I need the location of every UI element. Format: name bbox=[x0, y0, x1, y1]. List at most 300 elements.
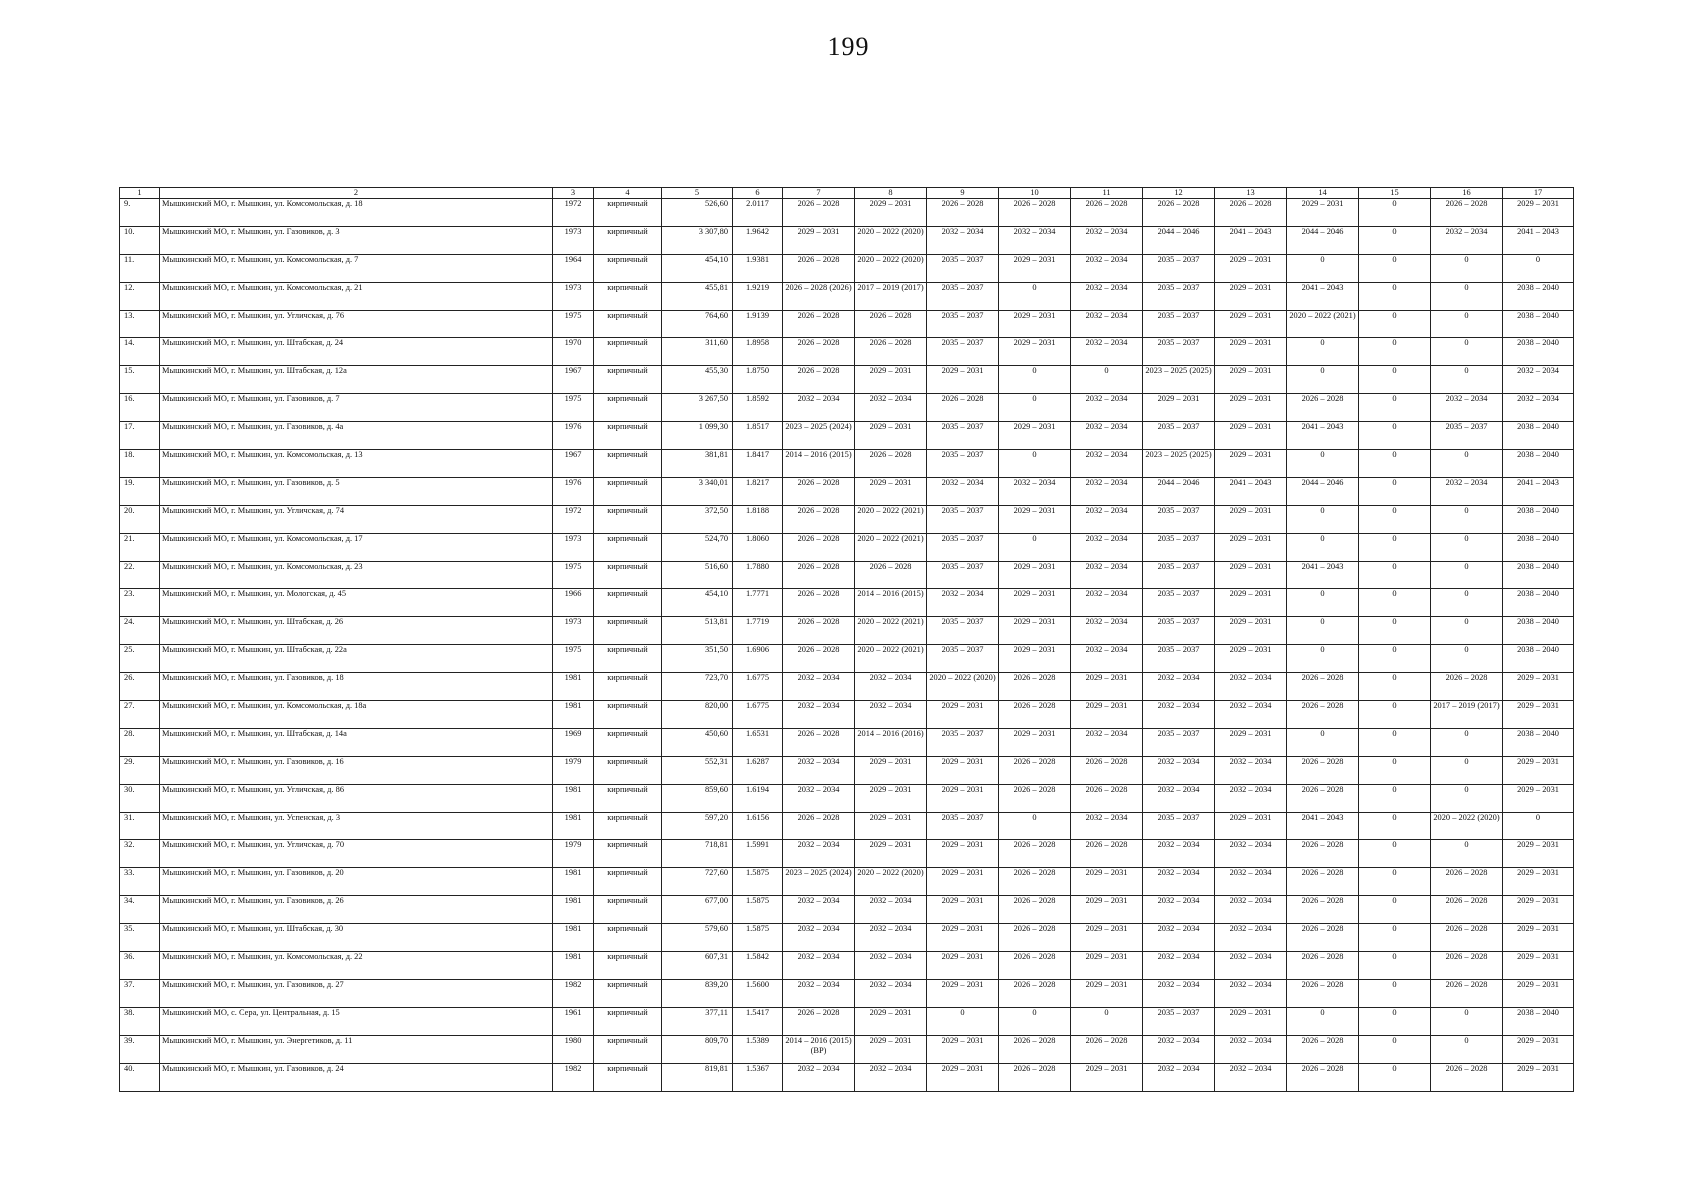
table-cell-col-8: 2032 – 2034 bbox=[855, 701, 927, 729]
table-cell-col-3: 1975 bbox=[553, 394, 594, 422]
table-cell-col-15: 0 bbox=[1359, 422, 1431, 450]
table-cell-col-13: 2026 – 2028 bbox=[1215, 199, 1287, 227]
table-cell-col-17: 2041 – 2043 bbox=[1503, 477, 1574, 505]
table-cell-col-10: 2026 – 2028 bbox=[999, 840, 1071, 868]
table-cell-col-3: 1981 bbox=[553, 673, 594, 701]
table-cell-col-11: 2032 – 2034 bbox=[1071, 589, 1143, 617]
table-cell-col-5: 839,20 bbox=[662, 979, 733, 1007]
table-cell-col-6: 1.6775 bbox=[733, 673, 783, 701]
table-cell-col-6: 1.5875 bbox=[733, 868, 783, 896]
table-cell-col-8: 2029 – 2031 bbox=[855, 1035, 927, 1063]
table-cell-col-6: 1.8188 bbox=[733, 505, 783, 533]
table-cell-col-10: 2026 – 2028 bbox=[999, 199, 1071, 227]
table-cell-col-6: 1.5417 bbox=[733, 1007, 783, 1035]
table-cell-col-8: 2032 – 2034 bbox=[855, 673, 927, 701]
table-cell-col-15: 0 bbox=[1359, 1035, 1431, 1063]
table-cell-col-13: 2029 – 2031 bbox=[1215, 310, 1287, 338]
table-cell-col-12: 2032 – 2034 bbox=[1143, 840, 1215, 868]
table-cell-col-1: 23. bbox=[120, 589, 160, 617]
table-cell-col-13: 2032 – 2034 bbox=[1215, 784, 1287, 812]
table-cell-col-4: кирпичный bbox=[594, 868, 662, 896]
table-cell-col-16: 2035 – 2037 bbox=[1431, 422, 1503, 450]
table-cell-col-11: 2029 – 2031 bbox=[1071, 979, 1143, 1007]
table-cell-col-4: кирпичный bbox=[594, 589, 662, 617]
table-cell-col-6: 2.0117 bbox=[733, 199, 783, 227]
column-header-7: 7 bbox=[783, 188, 855, 199]
table-cell-col-7: 2026 – 2028 bbox=[783, 338, 855, 366]
table-cell-col-7: 2014 – 2016 (2015) bbox=[783, 450, 855, 478]
table-cell-col-15: 0 bbox=[1359, 282, 1431, 310]
table-cell-col-5: 454,10 bbox=[662, 589, 733, 617]
table-cell-col-17: 2029 – 2031 bbox=[1503, 924, 1574, 952]
address-cell: Мышкинский МО, г. Мышкин, ул. Угличская, д. 74 bbox=[160, 505, 553, 533]
table-cell-col-16: 2026 – 2028 bbox=[1431, 924, 1503, 952]
table-cell-col-4: кирпичный bbox=[594, 254, 662, 282]
address-cell: Мышкинский МО, г. Мышкин, ул. Газовиков, д. 27 bbox=[160, 979, 553, 1007]
table-cell-col-4: кирпичный bbox=[594, 1063, 662, 1091]
table-cell-col-7: 2032 – 2034 bbox=[783, 896, 855, 924]
table-cell-col-12: 2032 – 2034 bbox=[1143, 701, 1215, 729]
table-cell-col-7: 2023 – 2025 (2024) bbox=[783, 868, 855, 896]
table-cell-col-7: 2026 – 2028 bbox=[783, 477, 855, 505]
table-cell-col-12: 2035 – 2037 bbox=[1143, 533, 1215, 561]
table-cell-col-5: 526,60 bbox=[662, 199, 733, 227]
table-cell-col-7: 2026 – 2028 bbox=[783, 366, 855, 394]
table-cell-col-14: 2026 – 2028 bbox=[1287, 952, 1359, 980]
table-cell-col-5: 723,70 bbox=[662, 673, 733, 701]
table-cell-col-6: 1.5367 bbox=[733, 1063, 783, 1091]
table-cell-col-5: 351,50 bbox=[662, 645, 733, 673]
table-cell-col-11: 0 bbox=[1071, 1007, 1143, 1035]
table-cell-col-14: 2041 – 2043 bbox=[1287, 812, 1359, 840]
table-cell-col-14: 2041 – 2043 bbox=[1287, 422, 1359, 450]
table-cell-col-14: 2044 – 2046 bbox=[1287, 477, 1359, 505]
table-cell-col-13: 2029 – 2031 bbox=[1215, 533, 1287, 561]
table-cell-col-1: 37. bbox=[120, 979, 160, 1007]
address-cell: Мышкинский МО, г. Мышкин, ул. Комсомольская, д. 21 bbox=[160, 282, 553, 310]
table-cell-col-12: 2035 – 2037 bbox=[1143, 728, 1215, 756]
table-cell-col-6: 1.6194 bbox=[733, 784, 783, 812]
table-cell-col-3: 1981 bbox=[553, 868, 594, 896]
table-cell-col-1: 15. bbox=[120, 366, 160, 394]
table-cell-col-4: кирпичный bbox=[594, 226, 662, 254]
table-cell-col-9: 0 bbox=[927, 1007, 999, 1035]
table-cell-col-9: 2029 – 2031 bbox=[927, 701, 999, 729]
table-cell-col-5: 1 099,30 bbox=[662, 422, 733, 450]
table-row bbox=[120, 450, 1574, 478]
table-cell-col-9: 2035 – 2037 bbox=[927, 422, 999, 450]
table-row bbox=[120, 1007, 1574, 1035]
table-cell-col-13: 2032 – 2034 bbox=[1215, 840, 1287, 868]
table-cell-col-9: 2026 – 2028 bbox=[927, 394, 999, 422]
table-cell-col-13: 2029 – 2031 bbox=[1215, 450, 1287, 478]
table-cell-col-5: 859,60 bbox=[662, 784, 733, 812]
address-cell: Мышкинский МО, г. Мышкин, ул. Газовиков, д. 26 bbox=[160, 896, 553, 924]
table-cell-col-9: 2029 – 2031 bbox=[927, 1035, 999, 1063]
table-cell-col-4: кирпичный bbox=[594, 1007, 662, 1035]
table-cell-col-13: 2029 – 2031 bbox=[1215, 366, 1287, 394]
table-cell-col-11: 2032 – 2034 bbox=[1071, 505, 1143, 533]
table-cell-col-16: 2026 – 2028 bbox=[1431, 896, 1503, 924]
table-cell-col-11: 2032 – 2034 bbox=[1071, 226, 1143, 254]
table-cell-col-17: 2038 – 2040 bbox=[1503, 645, 1574, 673]
address-cell: Мышкинский МО, г. Мышкин, ул. Комсомольская, д. 18а bbox=[160, 701, 553, 729]
page-number: 199 bbox=[827, 32, 870, 61]
table-cell-col-9: 2035 – 2037 bbox=[927, 254, 999, 282]
table-cell-col-1: 24. bbox=[120, 617, 160, 645]
table-cell-col-17: 2029 – 2031 bbox=[1503, 868, 1574, 896]
table-cell-col-7: 2029 – 2031 bbox=[783, 226, 855, 254]
table-cell-col-4: кирпичный bbox=[594, 366, 662, 394]
table-cell-col-16: 2026 – 2028 bbox=[1431, 199, 1503, 227]
table-cell-col-10: 2029 – 2031 bbox=[999, 505, 1071, 533]
table-row bbox=[120, 589, 1574, 617]
table-cell-col-8: 2029 – 2031 bbox=[855, 756, 927, 784]
table-cell-col-17: 2029 – 2031 bbox=[1503, 784, 1574, 812]
table-cell-col-4: кирпичный bbox=[594, 477, 662, 505]
table-cell-col-14: 2041 – 2043 bbox=[1287, 561, 1359, 589]
table-cell-col-15: 0 bbox=[1359, 1007, 1431, 1035]
table-row bbox=[120, 617, 1574, 645]
table-cell-col-5: 524,70 bbox=[662, 533, 733, 561]
table-cell-col-11: 2032 – 2034 bbox=[1071, 394, 1143, 422]
table-cell-col-14: 2041 – 2043 bbox=[1287, 282, 1359, 310]
table-cell-col-10: 2026 – 2028 bbox=[999, 756, 1071, 784]
table-cell-col-4: кирпичный bbox=[594, 394, 662, 422]
table-cell-col-16: 0 bbox=[1431, 617, 1503, 645]
table-cell-col-15: 0 bbox=[1359, 868, 1431, 896]
table-cell-col-5: 552,31 bbox=[662, 756, 733, 784]
table-cell-col-6: 1.6775 bbox=[733, 701, 783, 729]
table-cell-col-7: 2026 – 2028 bbox=[783, 589, 855, 617]
table-cell-col-8: 2020 – 2022 (2021) bbox=[855, 505, 927, 533]
table-cell-col-5: 516,60 bbox=[662, 561, 733, 589]
table-cell-col-3: 1964 bbox=[553, 254, 594, 282]
table-cell-col-10: 2026 – 2028 bbox=[999, 952, 1071, 980]
table-cell-col-5: 607,31 bbox=[662, 952, 733, 980]
table-cell-col-4: кирпичный bbox=[594, 979, 662, 1007]
table-cell-col-7: 2032 – 2034 bbox=[783, 701, 855, 729]
table-cell-col-9: 2029 – 2031 bbox=[927, 979, 999, 1007]
table-row bbox=[120, 812, 1574, 840]
table-cell-col-12: 2029 – 2031 bbox=[1143, 394, 1215, 422]
table-cell-col-13: 2029 – 2031 bbox=[1215, 728, 1287, 756]
table-cell-col-15: 0 bbox=[1359, 924, 1431, 952]
table-cell-col-3: 1981 bbox=[553, 784, 594, 812]
table-row bbox=[120, 1035, 1574, 1063]
table-cell-col-15: 0 bbox=[1359, 673, 1431, 701]
table-cell-col-8: 2020 – 2022 (2020) bbox=[855, 868, 927, 896]
table-cell-col-3: 1973 bbox=[553, 533, 594, 561]
table-cell-col-17: 2038 – 2040 bbox=[1503, 617, 1574, 645]
table-cell-col-12: 2035 – 2037 bbox=[1143, 1007, 1215, 1035]
table-cell-col-5: 579,60 bbox=[662, 924, 733, 952]
table-cell-col-1: 26. bbox=[120, 673, 160, 701]
table-cell-col-10: 2026 – 2028 bbox=[999, 1063, 1071, 1091]
table-cell-col-9: 2029 – 2031 bbox=[927, 896, 999, 924]
table-cell-col-10: 2026 – 2028 bbox=[999, 924, 1071, 952]
address-cell: Мышкинский МО, г. Мышкин, ул. Угличская, д. 76 bbox=[160, 310, 553, 338]
table-cell-col-15: 0 bbox=[1359, 952, 1431, 980]
table-row bbox=[120, 756, 1574, 784]
address-cell: Мышкинский МО, г. Мышкин, ул. Комсомольская, д. 17 bbox=[160, 533, 553, 561]
table-cell-col-10: 0 bbox=[999, 450, 1071, 478]
table-cell-col-8: 2029 – 2031 bbox=[855, 422, 927, 450]
table-cell-col-4: кирпичный bbox=[594, 505, 662, 533]
table-cell-col-17: 2038 – 2040 bbox=[1503, 310, 1574, 338]
table-cell-col-13: 2032 – 2034 bbox=[1215, 952, 1287, 980]
table-cell-col-14: 2026 – 2028 bbox=[1287, 840, 1359, 868]
table-cell-col-6: 1.6287 bbox=[733, 756, 783, 784]
table-cell-col-15: 0 bbox=[1359, 645, 1431, 673]
table-cell-col-12: 2044 – 2046 bbox=[1143, 477, 1215, 505]
table-cell-col-12: 2035 – 2037 bbox=[1143, 617, 1215, 645]
address-cell: Мышкинский МО, г. Мышкин, ул. Газовиков, д. 20 bbox=[160, 868, 553, 896]
table-cell-col-1: 29. bbox=[120, 756, 160, 784]
table-cell-col-5: 3 340,01 bbox=[662, 477, 733, 505]
table-cell-col-13: 2032 – 2034 bbox=[1215, 701, 1287, 729]
table-cell-col-16: 0 bbox=[1431, 533, 1503, 561]
table-cell-col-8: 2029 – 2031 bbox=[855, 366, 927, 394]
table-container bbox=[119, 187, 1574, 1092]
table-cell-col-10: 0 bbox=[999, 533, 1071, 561]
table-cell-col-13: 2032 – 2034 bbox=[1215, 673, 1287, 701]
table-cell-col-7: 2023 – 2025 (2024) bbox=[783, 422, 855, 450]
table-cell-col-11: 2026 – 2028 bbox=[1071, 1035, 1143, 1063]
table-cell-col-14: 0 bbox=[1287, 1007, 1359, 1035]
address-cell: Мышкинский МО, г. Мышкин, ул. Мологская, д. 45 bbox=[160, 589, 553, 617]
table-cell-col-12: 2032 – 2034 bbox=[1143, 979, 1215, 1007]
table-row bbox=[120, 282, 1574, 310]
table-cell-col-17: 2029 – 2031 bbox=[1503, 952, 1574, 980]
table-cell-col-5: 513,81 bbox=[662, 617, 733, 645]
address-cell: Мышкинский МО, г. Мышкин, ул. Газовиков, д. 4а bbox=[160, 422, 553, 450]
table-cell-col-6: 1.6531 bbox=[733, 728, 783, 756]
table-cell-col-16: 0 bbox=[1431, 728, 1503, 756]
table-cell-col-4: кирпичный bbox=[594, 756, 662, 784]
table-cell-col-16: 0 bbox=[1431, 756, 1503, 784]
table-cell-col-11: 2029 – 2031 bbox=[1071, 924, 1143, 952]
table-cell-col-11: 2032 – 2034 bbox=[1071, 533, 1143, 561]
table-cell-col-8: 2032 – 2034 bbox=[855, 952, 927, 980]
table-cell-col-17: 2041 – 2043 bbox=[1503, 226, 1574, 254]
table-cell-col-14: 0 bbox=[1287, 450, 1359, 478]
table-cell-col-14: 2026 – 2028 bbox=[1287, 673, 1359, 701]
table-cell-col-7: 2026 – 2028 (2026) bbox=[783, 282, 855, 310]
table-cell-col-9: 2032 – 2034 bbox=[927, 226, 999, 254]
address-cell: Мышкинский МО, с. Сера, ул. Центральная, д. 15 bbox=[160, 1007, 553, 1035]
address-cell: Мышкинский МО, г. Мышкин, ул. Штабская, д. 14а bbox=[160, 728, 553, 756]
table-cell-col-3: 1973 bbox=[553, 617, 594, 645]
table-cell-col-10: 2026 – 2028 bbox=[999, 896, 1071, 924]
table-cell-col-12: 2035 – 2037 bbox=[1143, 310, 1215, 338]
table-cell-col-13: 2029 – 2031 bbox=[1215, 617, 1287, 645]
table-cell-col-13: 2041 – 2043 bbox=[1215, 477, 1287, 505]
table-cell-col-14: 2044 – 2046 bbox=[1287, 226, 1359, 254]
table-cell-col-9: 2035 – 2037 bbox=[927, 338, 999, 366]
table-cell-col-5: 381,81 bbox=[662, 450, 733, 478]
table-cell-col-1: 16. bbox=[120, 394, 160, 422]
table-cell-col-16: 0 bbox=[1431, 840, 1503, 868]
table-cell-col-17: 2029 – 2031 bbox=[1503, 979, 1574, 1007]
table-cell-col-1: 21. bbox=[120, 533, 160, 561]
table-cell-col-16: 0 bbox=[1431, 450, 1503, 478]
table-cell-col-4: кирпичный bbox=[594, 450, 662, 478]
table-cell-col-17: 2038 – 2040 bbox=[1503, 505, 1574, 533]
table-cell-col-17: 2038 – 2040 bbox=[1503, 728, 1574, 756]
table-cell-col-10: 2026 – 2028 bbox=[999, 673, 1071, 701]
table-cell-col-8: 2026 – 2028 bbox=[855, 338, 927, 366]
address-cell: Мышкинский МО, г. Мышкин, ул. Угличская, д. 86 bbox=[160, 784, 553, 812]
table-cell-col-3: 1967 bbox=[553, 366, 594, 394]
table-cell-col-7: 2026 – 2028 bbox=[783, 254, 855, 282]
table-cell-col-12: 2035 – 2037 bbox=[1143, 505, 1215, 533]
table-cell-col-14: 2029 – 2031 bbox=[1287, 199, 1359, 227]
table-cell-col-10: 2029 – 2031 bbox=[999, 422, 1071, 450]
table-cell-col-12: 2023 – 2025 (2025) bbox=[1143, 450, 1215, 478]
table-cell-col-14: 0 bbox=[1287, 589, 1359, 617]
table-cell-col-13: 2032 – 2034 bbox=[1215, 924, 1287, 952]
table-cell-col-11: 2029 – 2031 bbox=[1071, 701, 1143, 729]
table-cell-col-17: 2032 – 2034 bbox=[1503, 394, 1574, 422]
table-cell-col-13: 2032 – 2034 bbox=[1215, 756, 1287, 784]
table-cell-col-6: 1.5600 bbox=[733, 979, 783, 1007]
table-cell-col-13: 2029 – 2031 bbox=[1215, 561, 1287, 589]
table-cell-col-12: 2032 – 2034 bbox=[1143, 784, 1215, 812]
table-cell-col-1: 27. bbox=[120, 701, 160, 729]
address-cell: Мышкинский МО, г. Мышкин, ул. Газовиков, д. 16 bbox=[160, 756, 553, 784]
table-cell-col-15: 0 bbox=[1359, 784, 1431, 812]
table-cell-col-1: 22. bbox=[120, 561, 160, 589]
table-cell-col-13: 2029 – 2031 bbox=[1215, 589, 1287, 617]
table-cell-col-4: кирпичный bbox=[594, 812, 662, 840]
table-cell-col-11: 2032 – 2034 bbox=[1071, 812, 1143, 840]
table-cell-col-1: 34. bbox=[120, 896, 160, 924]
table-cell-col-15: 0 bbox=[1359, 728, 1431, 756]
column-header-9: 9 bbox=[927, 188, 999, 199]
column-header-3: 3 bbox=[553, 188, 594, 199]
table-cell-col-10: 2026 – 2028 bbox=[999, 868, 1071, 896]
table-cell-col-6: 1.7719 bbox=[733, 617, 783, 645]
table-cell-col-12: 2035 – 2037 bbox=[1143, 812, 1215, 840]
table-cell-col-16: 0 bbox=[1431, 338, 1503, 366]
table-cell-col-1: 31. bbox=[120, 812, 160, 840]
table-cell-col-1: 17. bbox=[120, 422, 160, 450]
table-cell-col-15: 0 bbox=[1359, 979, 1431, 1007]
table-row bbox=[120, 561, 1574, 589]
table-cell-col-9: 2035 – 2037 bbox=[927, 282, 999, 310]
table-cell-col-4: кирпичный bbox=[594, 701, 662, 729]
column-header-11: 11 bbox=[1071, 188, 1143, 199]
table-cell-col-8: 2032 – 2034 bbox=[855, 924, 927, 952]
table-cell-col-15: 0 bbox=[1359, 310, 1431, 338]
address-cell: Мышкинский МО, г. Мышкин, ул. Газовиков, д. 18 bbox=[160, 673, 553, 701]
table-cell-col-5: 311,60 bbox=[662, 338, 733, 366]
table-cell-col-3: 1975 bbox=[553, 310, 594, 338]
table-cell-col-10: 2026 – 2028 bbox=[999, 701, 1071, 729]
table-cell-col-4: кирпичный bbox=[594, 728, 662, 756]
table-cell-col-9: 2035 – 2037 bbox=[927, 450, 999, 478]
table-cell-col-8: 2032 – 2034 bbox=[855, 979, 927, 1007]
table-cell-col-10: 2029 – 2031 bbox=[999, 561, 1071, 589]
table-cell-col-9: 2035 – 2037 bbox=[927, 561, 999, 589]
table-cell-col-13: 2029 – 2031 bbox=[1215, 282, 1287, 310]
table-cell-col-13: 2032 – 2034 bbox=[1215, 868, 1287, 896]
address-cell: Мышкинский МО, г. Мышкин, ул. Комсомольская, д. 23 bbox=[160, 561, 553, 589]
table-cell-col-5: 727,60 bbox=[662, 868, 733, 896]
table-cell-col-15: 0 bbox=[1359, 812, 1431, 840]
table-cell-col-4: кирпичный bbox=[594, 533, 662, 561]
table-cell-col-8: 2029 – 2031 bbox=[855, 784, 927, 812]
table-cell-col-6: 1.8750 bbox=[733, 366, 783, 394]
table-cell-col-13: 2029 – 2031 bbox=[1215, 338, 1287, 366]
table-cell-col-15: 0 bbox=[1359, 756, 1431, 784]
table-cell-col-3: 1975 bbox=[553, 645, 594, 673]
table-row bbox=[120, 477, 1574, 505]
table-cell-col-7: 2032 – 2034 bbox=[783, 840, 855, 868]
table-cell-col-7: 2026 – 2028 bbox=[783, 728, 855, 756]
column-header-2: 2 bbox=[160, 188, 553, 199]
table-cell-col-12: 2035 – 2037 bbox=[1143, 645, 1215, 673]
table-row bbox=[120, 673, 1574, 701]
table-cell-col-10: 0 bbox=[999, 282, 1071, 310]
table-cell-col-17: 0 bbox=[1503, 812, 1574, 840]
table-cell-col-4: кирпичный bbox=[594, 645, 662, 673]
table-cell-col-14: 2026 – 2028 bbox=[1287, 701, 1359, 729]
table-cell-col-5: 455,30 bbox=[662, 366, 733, 394]
table-cell-col-1: 30. bbox=[120, 784, 160, 812]
table-cell-col-4: кирпичный bbox=[594, 422, 662, 450]
table-cell-col-6: 1.5842 bbox=[733, 952, 783, 980]
table-cell-col-13: 2029 – 2031 bbox=[1215, 1007, 1287, 1035]
table-cell-col-16: 2026 – 2028 bbox=[1431, 1063, 1503, 1091]
table-cell-col-6: 1.9642 bbox=[733, 226, 783, 254]
table-cell-col-14: 2026 – 2028 bbox=[1287, 924, 1359, 952]
column-header-8: 8 bbox=[855, 188, 927, 199]
table-cell-col-16: 0 bbox=[1431, 310, 1503, 338]
table-cell-col-5: 677,00 bbox=[662, 896, 733, 924]
table-cell-col-14: 2026 – 2028 bbox=[1287, 756, 1359, 784]
table-cell-col-3: 1981 bbox=[553, 952, 594, 980]
table-cell-col-6: 1.7880 bbox=[733, 561, 783, 589]
table-cell-col-14: 0 bbox=[1287, 645, 1359, 673]
table-cell-col-14: 2026 – 2028 bbox=[1287, 896, 1359, 924]
column-header-1: 1 bbox=[120, 188, 160, 199]
table-cell-col-3: 1972 bbox=[553, 505, 594, 533]
table-cell-col-13: 2032 – 2034 bbox=[1215, 1035, 1287, 1063]
table-cell-col-14: 0 bbox=[1287, 728, 1359, 756]
table-cell-col-6: 1.8417 bbox=[733, 450, 783, 478]
table-cell-col-11: 2032 – 2034 bbox=[1071, 617, 1143, 645]
table-cell-col-3: 1982 bbox=[553, 1063, 594, 1091]
table-cell-col-8: 2026 – 2028 bbox=[855, 561, 927, 589]
table-cell-col-5: 3 267,50 bbox=[662, 394, 733, 422]
table-cell-col-6: 1.8958 bbox=[733, 338, 783, 366]
table-cell-col-12: 2035 – 2037 bbox=[1143, 589, 1215, 617]
table-cell-col-11: 2032 – 2034 bbox=[1071, 254, 1143, 282]
table-cell-col-17: 2029 – 2031 bbox=[1503, 1063, 1574, 1091]
table-cell-col-5: 597,20 bbox=[662, 812, 733, 840]
table-row bbox=[120, 394, 1574, 422]
table-cell-col-8: 2014 – 2016 (2016) bbox=[855, 728, 927, 756]
table-cell-col-11: 2032 – 2034 bbox=[1071, 561, 1143, 589]
table-cell-col-7: 2026 – 2028 bbox=[783, 1007, 855, 1035]
address-cell: Мышкинский МО, г. Мышкин, ул. Комсомольская, д. 22 bbox=[160, 952, 553, 980]
address-cell: Мышкинский МО, г. Мышкин, ул. Энергетиков, д. 11 bbox=[160, 1035, 553, 1063]
table-cell-col-1: 28. bbox=[120, 728, 160, 756]
table-cell-col-8: 2032 – 2034 bbox=[855, 394, 927, 422]
address-cell: Мышкинский МО, г. Мышкин, ул. Комсомольская, д. 18 bbox=[160, 199, 553, 227]
